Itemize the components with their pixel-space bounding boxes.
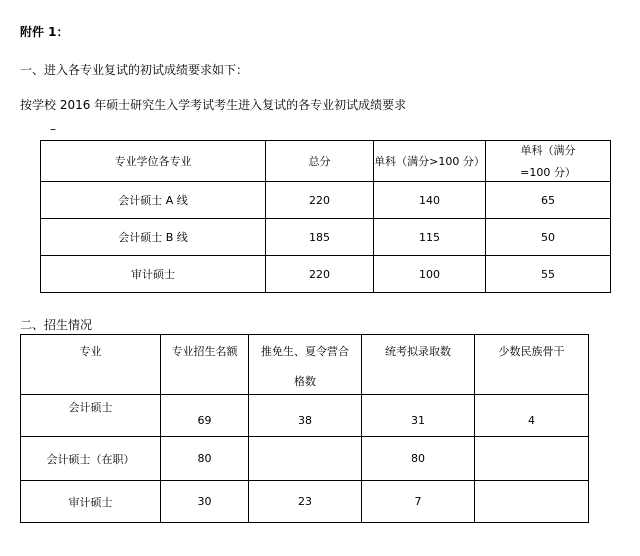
table-cell: 会计硕士（在职） <box>21 437 161 481</box>
header-cell: 专业招生名额 <box>161 335 249 395</box>
table-cell: 审计硕士 <box>41 256 266 293</box>
table-row <box>41 256 611 293</box>
table-cell: 185 <box>266 219 374 256</box>
header-cell-line: 格数 <box>294 375 316 388</box>
table-row <box>41 219 611 256</box>
table-cell: 31 <box>362 395 475 437</box>
header-cell: 总分 <box>266 141 374 182</box>
dash-mark: – <box>50 122 56 136</box>
table-cell: 50 <box>486 219 611 256</box>
header-cell-line: 推免生、夏令营合 <box>261 345 349 358</box>
table-cell <box>475 437 589 481</box>
table-row <box>21 481 589 523</box>
table-cell: 220 <box>266 256 374 293</box>
table-cell <box>475 481 589 523</box>
intro-text: 按学校 2016 年硕士研究生入学考试考生进入复试的各专业初试成绩要求 <box>20 98 407 112</box>
header-cell <box>249 335 362 395</box>
header-cell: 单科（满分>100 分） <box>374 141 486 182</box>
section-2-heading: 二、招生情况 <box>20 318 93 332</box>
table-cell: 69 <box>161 395 249 437</box>
table-cell: 审计硕士 <box>21 481 161 523</box>
header-cell: 专业学位各专业 <box>41 141 266 182</box>
table-row <box>21 395 589 437</box>
table-cell: 220 <box>266 182 374 219</box>
table-cell: 140 <box>374 182 486 219</box>
table-header-row <box>21 335 589 395</box>
table-cell: 7 <box>362 481 475 523</box>
attachment-label: 附件 1： <box>20 25 69 39</box>
table-cell: 80 <box>161 437 249 481</box>
table-cell: 115 <box>374 219 486 256</box>
header-cell <box>486 141 611 182</box>
header-cell: 少数民族骨干 <box>475 335 589 395</box>
header-cell: 统考拟录取数 <box>362 335 475 395</box>
table-cell: 65 <box>486 182 611 219</box>
header-cell: 专业 <box>21 335 161 395</box>
table-cell: 38 <box>249 395 362 437</box>
header-cell-line: 单科（满分 <box>520 144 576 157</box>
table-cell <box>249 437 362 481</box>
score-requirements-table <box>40 140 611 293</box>
table-cell: 100 <box>374 256 486 293</box>
enrollment-table <box>20 334 589 523</box>
table-cell: 30 <box>161 481 249 523</box>
table-cell: 23 <box>249 481 362 523</box>
table-header-row <box>41 141 611 182</box>
table-cell: 4 <box>475 395 589 437</box>
section-1-heading: 一、进入各专业复试的初试成绩要求如下： <box>20 63 249 77</box>
header-cell-line: =100 分） <box>520 166 576 179</box>
table-row <box>21 437 589 481</box>
table-row <box>41 182 611 219</box>
table-cell: 80 <box>362 437 475 481</box>
table-cell: 会计硕士 B 线 <box>41 219 266 256</box>
table-cell: 会计硕士 A 线 <box>41 182 266 219</box>
table-cell: 55 <box>486 256 611 293</box>
table-cell: 会计硕士 <box>21 395 161 437</box>
